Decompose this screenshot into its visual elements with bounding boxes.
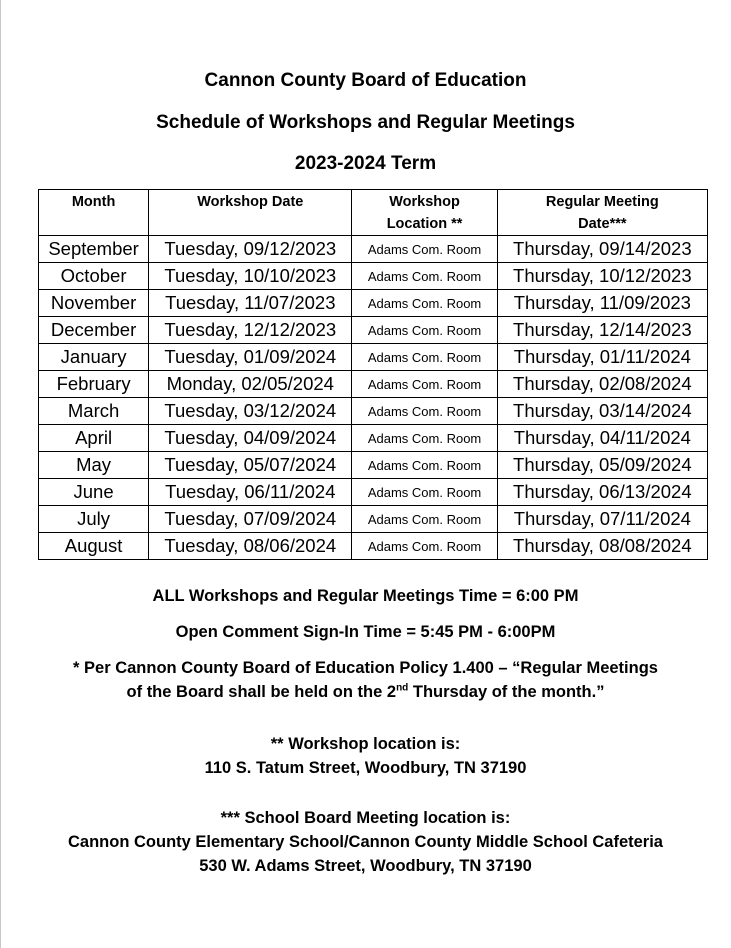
table-row	[39, 425, 708, 452]
cell-workshop-date: Tuesday, 01/09/2024	[149, 344, 352, 371]
header-month: Month	[39, 190, 149, 236]
cell-month: October	[39, 263, 149, 290]
cell-workshop-location: Adams Com. Room	[352, 506, 497, 533]
board-meeting-location-note: *** School Board Meeting location is: Cannon County Elementary School/Cannon County Middle School Cafeteria 530 W. Adams Street, Woodbury, TN 37190	[68, 809, 663, 875]
cell-workshop-location: Adams Com. Room	[352, 452, 497, 479]
cell-workshop-location: Adams Com. Room	[352, 344, 497, 371]
table-row	[39, 236, 708, 263]
cell-workshop-date: Tuesday, 10/10/2023	[149, 263, 352, 290]
cell-month: March	[39, 398, 149, 425]
cell-regular-meeting-date: Thursday, 02/08/2024	[497, 371, 707, 398]
cell-workshop-date: Tuesday, 05/07/2024	[149, 452, 352, 479]
cell-workshop-location: Adams Com. Room	[352, 263, 497, 290]
cell-workshop-location: Adams Com. Room	[352, 371, 497, 398]
cell-workshop-date: Monday, 02/05/2024	[149, 371, 352, 398]
table-row	[39, 371, 708, 398]
cell-workshop-date: Tuesday, 04/09/2024	[149, 425, 352, 452]
meeting-time-note: ALL Workshops and Regular Meetings Time = 6:00 PM	[152, 587, 579, 605]
cell-workshop-location: Adams Com. Room	[352, 290, 497, 317]
cell-regular-meeting-date: Thursday, 04/11/2024	[497, 425, 707, 452]
cell-regular-meeting-date: Thursday, 03/14/2024	[497, 398, 707, 425]
table-row	[39, 263, 708, 290]
table-row	[39, 533, 708, 560]
header-regular-meeting-date: Regular Meeting Date***	[497, 190, 707, 236]
header-workshop-date: Workshop Date	[149, 190, 352, 236]
cell-month: November	[39, 290, 149, 317]
cell-regular-meeting-date: Thursday, 05/09/2024	[497, 452, 707, 479]
cell-month: February	[39, 371, 149, 398]
cell-regular-meeting-date: Thursday, 06/13/2024	[497, 479, 707, 506]
cell-month: September	[39, 236, 149, 263]
document-subtitle: Schedule of Workshops and Regular Meetings	[156, 112, 575, 133]
table-row	[39, 506, 708, 533]
cell-workshop-location: Adams Com. Room	[352, 398, 497, 425]
cell-month: July	[39, 506, 149, 533]
cell-workshop-date: Tuesday, 06/11/2024	[149, 479, 352, 506]
cell-month: June	[39, 479, 149, 506]
table-row	[39, 452, 708, 479]
term-title: 2023-2024 Term	[294, 153, 437, 174]
cell-workshop-date: Tuesday, 08/06/2024	[149, 533, 352, 560]
cell-regular-meeting-date: Thursday, 11/09/2023	[497, 290, 707, 317]
cell-workshop-date: Tuesday, 09/12/2023	[149, 236, 352, 263]
cell-regular-meeting-date: Thursday, 01/11/2024	[497, 344, 707, 371]
cell-month: April	[39, 425, 149, 452]
table-row	[39, 344, 708, 371]
cell-regular-meeting-date: Thursday, 09/14/2023	[497, 236, 707, 263]
workshop-location-note: ** Workshop location is: 110 S. Tatum Street, Woodbury, TN 37190	[204, 735, 527, 777]
cell-month: December	[39, 317, 149, 344]
cell-workshop-location: Adams Com. Room	[352, 236, 497, 263]
cell-workshop-date: Tuesday, 07/09/2024	[149, 506, 352, 533]
cell-regular-meeting-date: Thursday, 08/08/2024	[497, 533, 707, 560]
table-header-row	[39, 190, 708, 236]
cell-workshop-date: Tuesday, 11/07/2023	[149, 290, 352, 317]
cell-workshop-location: Adams Com. Room	[352, 317, 497, 344]
table-row	[39, 479, 708, 506]
table-row	[39, 317, 708, 344]
cell-workshop-location: Adams Com. Room	[352, 533, 497, 560]
cell-regular-meeting-date: Thursday, 07/11/2024	[497, 506, 707, 533]
cell-workshop-date: Tuesday, 03/12/2024	[149, 398, 352, 425]
cell-workshop-location: Adams Com. Room	[352, 425, 497, 452]
table-row	[39, 290, 708, 317]
cell-month: May	[39, 452, 149, 479]
signin-time-note: Open Comment Sign-In Time = 5:45 PM - 6:00PM	[175, 623, 556, 641]
cell-regular-meeting-date: Thursday, 10/12/2023	[497, 263, 707, 290]
header-workshop-location: Workshop Location **	[352, 190, 497, 236]
schedule-table	[38, 189, 708, 560]
cell-workshop-date: Tuesday, 12/12/2023	[149, 317, 352, 344]
cell-month: August	[39, 533, 149, 560]
cell-regular-meeting-date: Thursday, 12/14/2023	[497, 317, 707, 344]
cell-month: January	[39, 344, 149, 371]
table-row	[39, 398, 708, 425]
cell-workshop-location: Adams Com. Room	[352, 479, 497, 506]
document-title: Cannon County Board of Education	[204, 70, 527, 91]
policy-note: * Per Cannon County Board of Education Policy 1.400 – “Regular Meetings of the Board shall be held on the 2nd Thursday of the month.”	[73, 659, 658, 701]
